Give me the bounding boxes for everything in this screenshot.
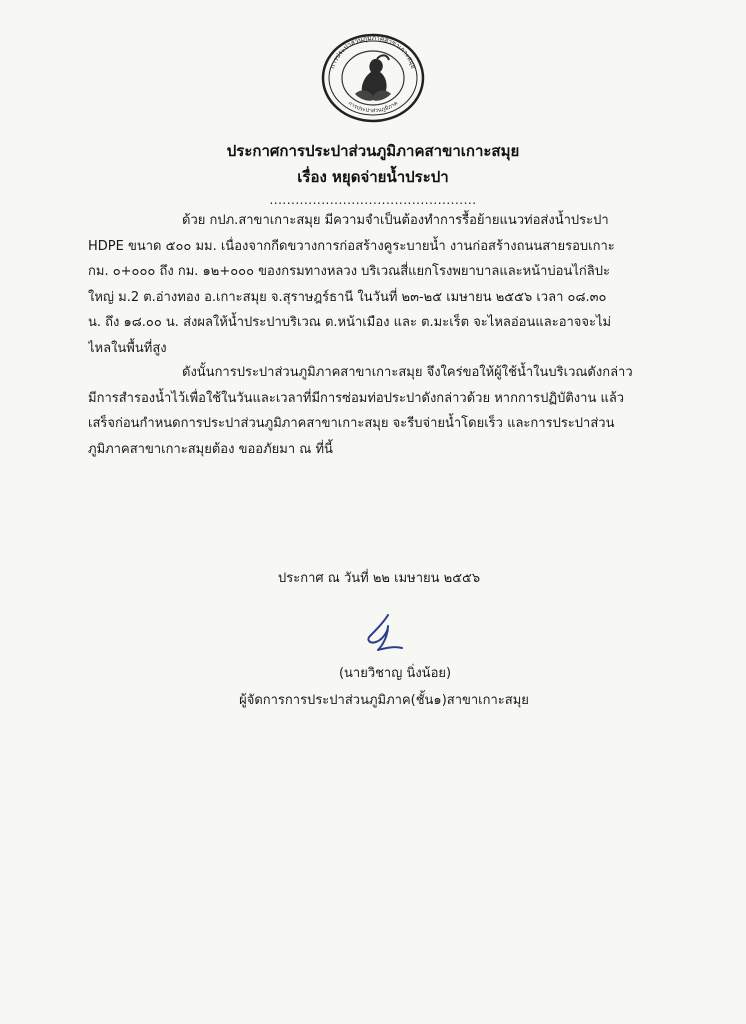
signer-name: (นายวิชาญ นิ่งน้อย) — [338, 666, 452, 681]
signature-icon — [358, 612, 408, 656]
seal-top-text: การประปาส่วนภูมิภาคสาขาเกาะสมุย — [328, 33, 418, 70]
announcement-title: ประกาศการประปาส่วนภูมิภาคสาขาเกาะสมุย — [226, 142, 520, 160]
paragraph-line: HDPE ขนาด ๕๐๐ มม. เนื่องจากกีดขวางการก่อสร้างคูระบายน้ำ งานก่อสร้างถนนสายรอบเกาะ — [88, 238, 615, 254]
announcement-subject: เรื่อง หยุดจ่ายน้ำประปา — [297, 168, 449, 186]
paragraph-request — [88, 360, 660, 462]
paragraph-line: กม. ๐+๐๐๐ ถึง กม. ๑๒+๐๐๐ ของกรมทางหลวง บริเวณสี่แยกโรงพยาบาลและหน้าบ่อนไก่ลิปะ — [88, 264, 610, 279]
seal-bottom-text: การประปาส่วนภูมิภาค — [346, 100, 400, 115]
paragraph-line: ด้วย กปภ.สาขาเกาะสมุย มีความจำเป็นต้องทำการรื้อย้ายแนวท่อส่งน้ำประปา — [182, 213, 609, 228]
paragraph-line: ใหญ่ ม.2 ต.อ่างทอง อ.เกาะสมุย จ.สุราษฎร์ธานี ในวันที่ ๒๓-๒๕ เมษายน ๒๕๕๖ เวลา ๐๘.๓๐ — [88, 289, 607, 305]
announcement-date: ประกาศ ณ วันที่ ๒๒ เมษายน ๒๕๕๖ — [278, 571, 481, 586]
paragraph-notice — [88, 208, 660, 361]
signer-title: ผู้จัดการการประปาส่วนภูมิภาค(ชั้น๑)สาขาเกาะสมุย — [239, 693, 529, 708]
paragraph-line: น. ถึง ๑๘.๐๐ น. ส่งผลให้น้ำประปาบริเวณ ต.หน้าเมือง และ ต.มะเร็ต จะไหลอ่อนและอาจจะไม่ — [88, 315, 612, 330]
paragraph-line: ภูมิภาคสาขาเกาะสมุยต้อง ขออภัยมา ณ ที่นี้ — [88, 441, 333, 457]
dotted-separator: ................................................ — [269, 193, 477, 207]
paragraph-line: มีการสำรองน้ำไว้เพื่อใช้ในวันและเวลาที่มีการซ่อมท่อประปาดังกล่าวด้วย หากการปฏิบัติงาน แล้ว — [88, 390, 625, 406]
paragraph-line: เสร็จก่อนกำหนดการประปาส่วนภูมิภาคสาขาเกาะสมุย จะรีบจ่ายน้ำโดยเร็ว และการประปาส่วน — [88, 416, 615, 431]
paragraph-line: ดังนั้นการประปาส่วนภูมิภาคสาขาเกาะสมุย จึงใคร่ขอให้ผู้ใช้น้ำในบริเวณดังกล่าว — [182, 365, 633, 380]
organization-seal-icon — [319, 32, 427, 124]
paragraph-line: ไหลในพื้นที่สูง — [88, 340, 167, 356]
